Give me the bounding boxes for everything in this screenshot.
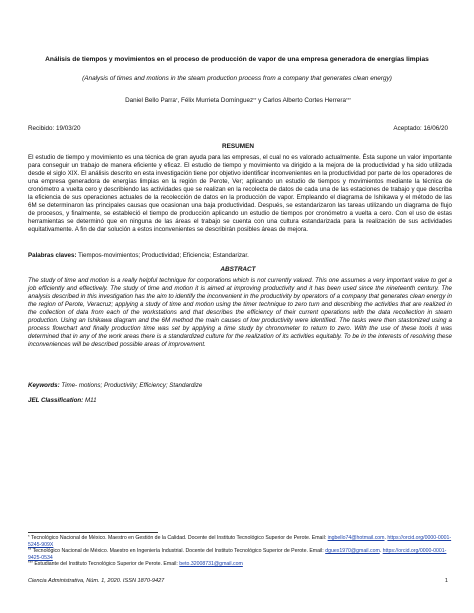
- orcid-link[interactable]: https://orcid.org/0000-0001-5245-909X: [28, 535, 452, 548]
- footnote-mark: *: [28, 534, 30, 539]
- accepted-date: Aceptado: 16/06/20: [393, 125, 448, 132]
- jel-value: M11: [83, 397, 97, 404]
- author-mark: ***: [345, 97, 351, 102]
- keywords-es: [28, 252, 452, 260]
- resumen-heading: RESUMEN: [222, 143, 254, 150]
- author-conjunction: y: [256, 97, 264, 104]
- author-list: [28, 97, 448, 105]
- jel-label: JEL Classification:: [28, 397, 84, 404]
- email-link[interactable]: dguex1970@gmail.com: [325, 548, 380, 555]
- received-date: Recibido: 19/03/20: [28, 125, 81, 132]
- footnote-text: Tecnológico Nacional de México. Maestro en Gestión de la Calidad. Docente del Instituto Tecnológico Superior de Perote. Email:: [29, 535, 328, 541]
- footnote-mark: ***: [28, 560, 33, 566]
- footnote-text: Tecnológico Nacional de México. Maestro en Ingeniería Industrial. Docente del Instituto Tecnológico Superior de Perote. Email:: [31, 548, 326, 555]
- author-mark: *: [175, 97, 178, 102]
- abstract-heading: ABSTRACT: [220, 266, 256, 273]
- keywords-en-value: Time- motions; Productivity; Efficiency; Standardize: [59, 382, 203, 389]
- email-link[interactable]: ingbello74@hotmail.com: [327, 535, 385, 541]
- author-mark: **: [253, 97, 257, 102]
- keywords-en: [28, 382, 452, 390]
- page-footer: [28, 578, 448, 584]
- author-name: Daniel Bello Parra: [125, 97, 176, 104]
- keywords-es-value: Tiempos-movimientos; Productividad; Eficiencia; Estandarizar.: [76, 252, 249, 259]
- footnote-mark: **: [28, 547, 32, 553]
- date-row: [28, 125, 448, 132]
- page-number: 1: [444, 578, 448, 584]
- keywords-en-label: Keywords:: [28, 382, 60, 389]
- author-name: Carlos Alberto Cortes Herrera: [263, 97, 346, 104]
- abstract-body: The study of time and motion is a really helpful technique for corporations which is not currently valued. This one assumes a very important value to get a job efficiently and effectively. The study of time and motion it is aimed at improving productivity and it has been used since the nineteenth century. The analysis described in this investigation has the aim to identify the inconvenient in the productivity by operators of a company that generates clean energy in the region of Perote, Veracruz; applying a study of time and motion using the timer technique to zero turn and describing the activities that are realized in the collection of data from each of the workstations and that describes the efficiency of their current operations with the data recollection in steam production. Using an Ishikawa diagram and the 6M method the main causes of low productivity were identified. The tasks were then stastonized using a process flowchart and finally production time was set by applying a time study by chronometer to return to zero. With the use of these tools it was determined that in any of the work areas there is a standardized culture for the realization of its activities equitably. To be in the interests of resolving these inconveniences will be described possible areas of improvement.: [28, 277, 452, 349]
- resumen-body: El estudio de tiempo y movimiento es una técnica de gran ayuda para las empresas, el cual no es valorado actualmente. Ésta supone un valor importante para conseguir un trabajo de manera eficiente y eficaz. El estudio de tiempo y movimiento va dirigido a la mejora de la productividad y ha sido utilizada desde el siglo XIX. El análisis descrito en esta investigación tiene por objetivo identificar inconvenientes en la productividad por parte de los operadores de una empresa generadora de energías limpias en la región de Perote, Ver; aplicando un estudio de tiempos y movimientos mediante la técnica de cronómetro a vuelta cero y describiendo las actividades que se realizan en la recolecta de datos de cada una de las estaciones de trabajo y que describa la eficiencia de sus operaciones actuales de la recolección de datos en la producción de vapor. Empleando el diagrama de Ishikawa y el método de las 6M se determinaron las principales causas que ocasionan una baja productividad. Después, se estandarizaron las tareas utilizando un diagrama de flujo de procesos, y finalmente, se estableció el tiempo de producción aplicando un estudio de tiempos por cronómetro a vuelta a cero. Con el uso de estas herramientas se determinó que en ninguna de las áreas el trabajo se cuenta con una cultura estandarizada para la realización de sus actividades equitativamente. A fin de dar solución a estos inconvenientes se describirán posibles áreas de mejora.: [28, 154, 452, 234]
- footnote: * Tecnológico Nacional de México. Maestro en Gestión de la Calidad. Docente del Instituto Tecnológico Superior de Perote. Email: ingbello74@hotmail.com. https://orcid.org/0000-0001-5245-909X: [28, 534, 452, 548]
- paper-title: Análisis de tiempos y movimientos en el proceso de producción de vapor de una empresa generadora de energías limpias: [45, 56, 429, 63]
- journal-citation: Ciencia Administrativa, Núm. 1, 2020. ISSN 1870-9427: [28, 578, 165, 584]
- footnote-separator: [28, 532, 158, 533]
- orcid-link[interactable]: https://orcid.org/0000-0001-9425-0534: [28, 548, 447, 561]
- jel-classification: [28, 397, 452, 405]
- author-name: Félix Murrieta Domínguez: [181, 97, 254, 104]
- author-separator: ,: [177, 97, 182, 104]
- keywords-es-label: Palabras claves:: [28, 252, 77, 259]
- paper-subtitle: (Analysis of times and motions in the steam production process from a company that generates clean energy): [82, 75, 392, 82]
- footnote: [28, 561, 452, 568]
- footnotes: [28, 535, 452, 568]
- email-link[interactable]: beto.32008731@gmail.com: [179, 561, 243, 568]
- footnote-text: Estudiante del Instituto Tecnológico Superior de Perote. Email:: [32, 561, 180, 568]
- footnote: ** Tecnológico Nacional de México. Maestro en Ingeniería Industrial. Docente del Instituto Tecnológico Superior de Perote. Email: dguex1970@gmail.com. https://orcid.org/0000-0001-9425-0534: [28, 547, 447, 561]
